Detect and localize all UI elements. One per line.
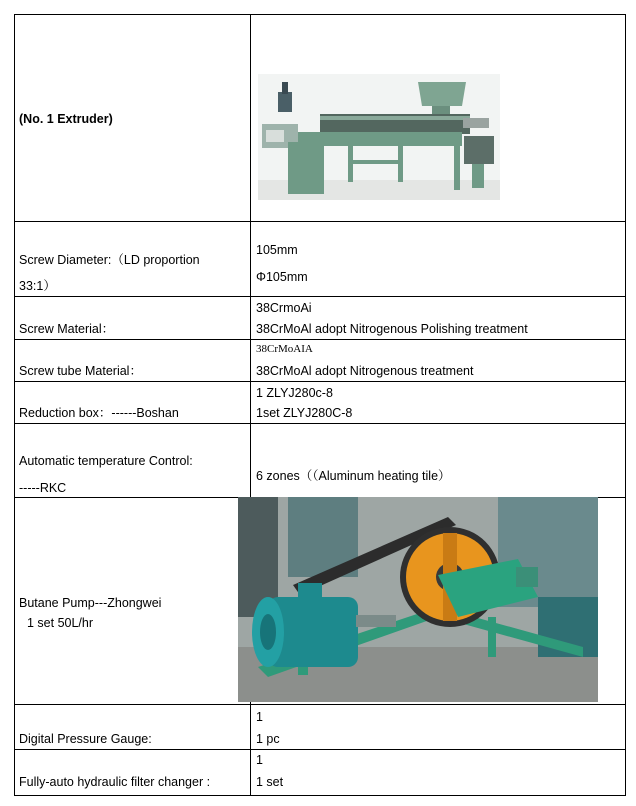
row-screw-tube-label: Screw tube Material： [19, 364, 142, 378]
row-divider [14, 704, 626, 705]
row-screw-material-label: Screw Material： [19, 322, 115, 336]
row-divider [14, 221, 626, 222]
row-reduction-box-value-2: 1set ZLYJ280C-8 [256, 406, 353, 420]
row-temp-control-label-2: -----RKC [19, 481, 67, 495]
row-screw-diameter-value-2: Φ105mm [256, 270, 308, 284]
row-filter-changer-value-2: 1 set [256, 775, 284, 789]
extruder-machine-photo [258, 74, 500, 200]
row-screw-material-value-2: 38CrMoAl adopt Nitrogenous Polishing treatment [256, 322, 528, 336]
row-divider [14, 381, 626, 382]
table-border-top [14, 14, 626, 15]
row-divider [14, 423, 626, 424]
row-pressure-gauge-label: Digital Pressure Gauge: [19, 732, 152, 746]
row-temp-control-label-1: Automatic temperature Control: [19, 454, 193, 468]
row-filter-changer-value-1: 1 [256, 753, 263, 767]
row-divider [14, 296, 626, 297]
table-border-right [625, 14, 626, 796]
row-pressure-gauge-value-2: 1 pc [256, 732, 280, 746]
row-screw-diameter-value-1: 105mm [256, 243, 298, 257]
row-divider [14, 339, 626, 340]
row-reduction-box-value-1: 1 ZLYJ280c-8 [256, 386, 333, 400]
row-divider [14, 749, 626, 750]
butane-pump-photo [238, 497, 598, 702]
row-screw-tube-value-1: 38CrMoAIA [256, 343, 313, 355]
row-butane-pump-label-2: 1 set 50L/hr [27, 616, 94, 630]
table-border-bottom [14, 795, 626, 796]
row-screw-material-value-1: 38CrmoAi [256, 301, 312, 315]
row-butane-pump-label-1: Butane Pump---Zhongwei [19, 596, 162, 610]
row-screw-tube-value-2: 38CrMoAl adopt Nitrogenous treatment [256, 364, 474, 378]
row-screw-diameter-label-2: 33:1） [19, 279, 56, 293]
row-temp-control-value: 6 zones（（Aluminum heating tile） [256, 469, 451, 483]
row-screw-diameter-label-1: Screw Diameter:（LD proportion [19, 253, 200, 267]
row-reduction-box-label: Reduction box：------Boshan [19, 406, 179, 420]
row-extruder-label: (No. 1 Extruder) [19, 112, 113, 126]
row-filter-changer-label: Fully-auto hydraulic filter changer : [19, 775, 211, 789]
row-pressure-gauge-value-1: 1 [256, 710, 263, 724]
table-border-left [14, 14, 15, 796]
